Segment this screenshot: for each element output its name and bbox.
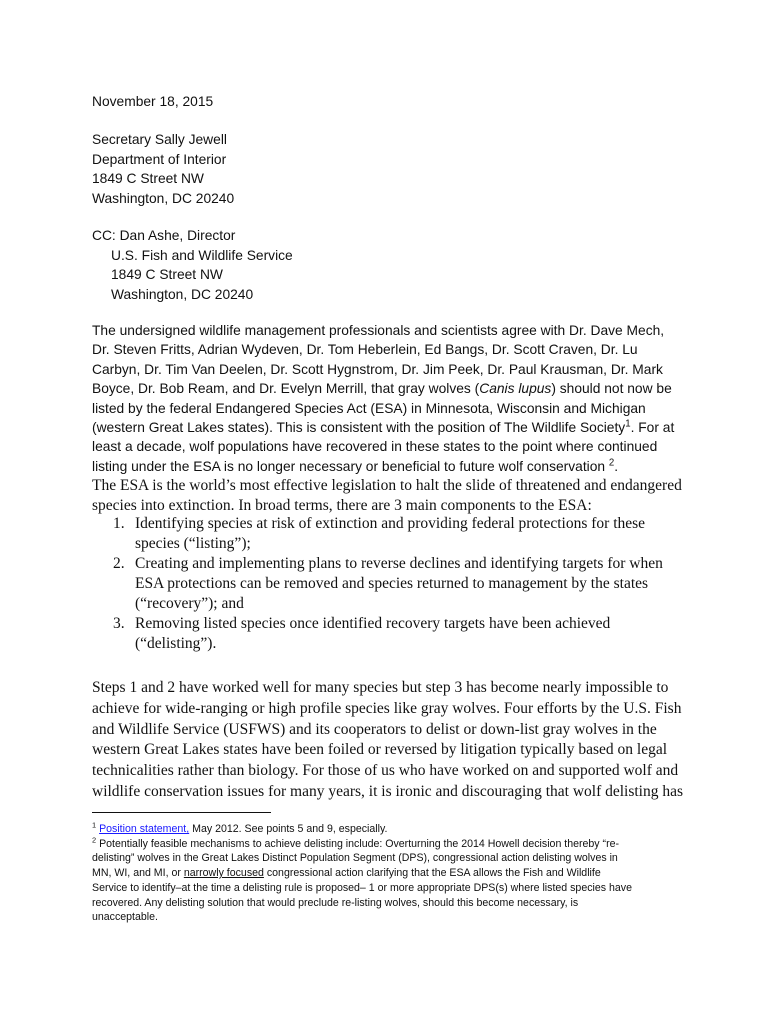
steps-paragraph-line: wildlife conservation issues for many years, it is ironic and discouraging that wolf delisting has [92, 783, 684, 800]
italic-text: Canis lupus [479, 381, 552, 397]
list-number: 1. [113, 515, 125, 532]
text-segment: least a decade, wolf populations have recovered in these states to the point where continued [92, 439, 658, 455]
text-segment: MN, WI, and MI, or [92, 867, 184, 880]
footnote-line [92, 837, 619, 851]
text-segment: . For at [630, 420, 675, 435]
underlined-text: narrowly focused [183, 867, 264, 880]
list-item-line: ESA protections can be removed and species returned to management by the states [135, 575, 649, 592]
footnote-line [92, 896, 578, 910]
footnote-reference: 1 [92, 820, 97, 830]
text-segment: congressional action clarifying that the ESA allows the Fish and Wildlife [263, 867, 601, 880]
text-segment: Potentially feasible mechanisms to achieve delisting include: Overturning the 2014 Howell decision thereby “re- [96, 837, 620, 850]
footnote-line [92, 866, 601, 880]
footnote-line [92, 881, 632, 895]
esa-paragraph-line: The ESA is the world’s most effective legislation to halt the slide of threatened and endangered [92, 477, 682, 494]
footnote-line [92, 851, 618, 865]
intro-paragraph-line [92, 360, 663, 380]
list-number: 2. [113, 555, 125, 572]
steps-paragraph-line: technicalities rather than biology. For those of us who have worked on and supported wolf and [92, 762, 679, 780]
intro-paragraph-line [92, 321, 664, 341]
text-segment: May 2012. See points 5 and 9, especially. [189, 823, 388, 835]
text-segment: . [614, 458, 619, 474]
footnote-reference: 1 [625, 418, 631, 430]
recipient-address-line: 1849 C Street NW [92, 171, 204, 187]
text-segment: delisting” wolves in the Great Lakes Distinct Population Segment (DPS), congressional action delisting wolves in [92, 852, 618, 865]
list-number: 3. [113, 615, 125, 632]
text-segment: ) should not now be [551, 381, 672, 397]
footnote-reference: 2 [92, 835, 97, 845]
esa-paragraph-line: species into extinction. In broad terms, there are 3 main components to the ESA: [92, 496, 592, 514]
intro-paragraph-line [92, 379, 672, 399]
intro-paragraph-line [92, 418, 674, 438]
footnote-line [92, 910, 158, 924]
cc-line: CC: Dan Ashe, Director [92, 228, 236, 243]
list-item-line: Removing listed species once identified recovery targets have been achieved [135, 615, 611, 632]
intro-paragraph-line [92, 399, 646, 419]
text-segment: listing under the ESA is no longer necessary or beneficial to future wolf conservation [92, 458, 609, 474]
list-item-line: (“recovery”); and [135, 595, 244, 612]
steps-paragraph-line: western Great Lakes states have been foiled or reversed by litigation typically based on legal [92, 741, 668, 759]
cc-line: 1849 C Street NW [111, 267, 223, 282]
steps-paragraph-line: Steps 1 and 2 have worked well for many species but step 3 has become nearly impossible to [92, 679, 669, 696]
footnote-line [92, 822, 387, 836]
text-segment: The undersigned wildlife management professionals and scientists agree with Dr. Dave Mech, [92, 323, 665, 338]
recipient-address-line: Department of Interior [92, 151, 227, 167]
intro-paragraph-line [92, 437, 657, 457]
text-segment: Service to identify–at the time a delisting rule is proposed– 1 or more appropriate DPS(s) where listed species have [92, 881, 632, 894]
text-segment: Carbyn, Dr. Tim Van Deelen, Dr. Scott Hygnstrom, Dr. Jim Peek, Dr. Paul Krausman, Dr. Mark [92, 361, 663, 377]
text-segment: recovered. Any delisting solution that would preclude re-listing wolves, should this become necessary, is [92, 896, 579, 909]
footnote-reference: 2 [608, 457, 615, 469]
recipient-address-line: Washington, DC 20240 [92, 190, 235, 206]
text-segment: unacceptable. [92, 911, 158, 924]
footnote-divider [92, 812, 271, 813]
recipient-address-line: Secretary Sally Jewell [92, 132, 227, 147]
intro-paragraph-line [92, 457, 618, 477]
position-statement-link[interactable]: Position statement, [99, 823, 190, 835]
cc-line: U.S. Fish and Wildlife Service [111, 247, 293, 263]
list-item-line: Identifying species at risk of extinction and providing federal protections for these [135, 515, 646, 532]
text-segment: Dr. Steven Fritts, Adrian Wydeven, Dr. Tom Heberlein, Ed Bangs, Dr. Scott Craven, Dr. Lu [92, 342, 638, 358]
text-segment: Boyce, Dr. Bob Ream, and Dr. Evelyn Merrill, that gray wolves ( [92, 381, 480, 397]
list-item-line: species (“listing”); [135, 535, 251, 552]
letter-date: November 18, 2015 [92, 94, 214, 109]
steps-paragraph-line: and Wildlife Service (USFWS) and its cooperators to delist or down-list gray wolves in the [92, 720, 657, 738]
cc-line: Washington, DC 20240 [111, 286, 254, 302]
list-item-line: (“delisting”). [135, 635, 217, 652]
text-segment: listed by the federal Endangered Species Act (ESA) in Minnesota, Wisconsin and Michigan [92, 400, 646, 416]
steps-paragraph-line: achieve for wide-ranging or high profile species like gray wolves. Four efforts by the U.S. Fish [92, 699, 682, 717]
text-segment: (western Great Lakes states). This is consistent with the position of The Wildlife Society [92, 420, 626, 435]
intro-paragraph-line [92, 340, 638, 360]
list-item-line: Creating and implementing plans to reverse declines and identifying targets for when [135, 555, 663, 572]
